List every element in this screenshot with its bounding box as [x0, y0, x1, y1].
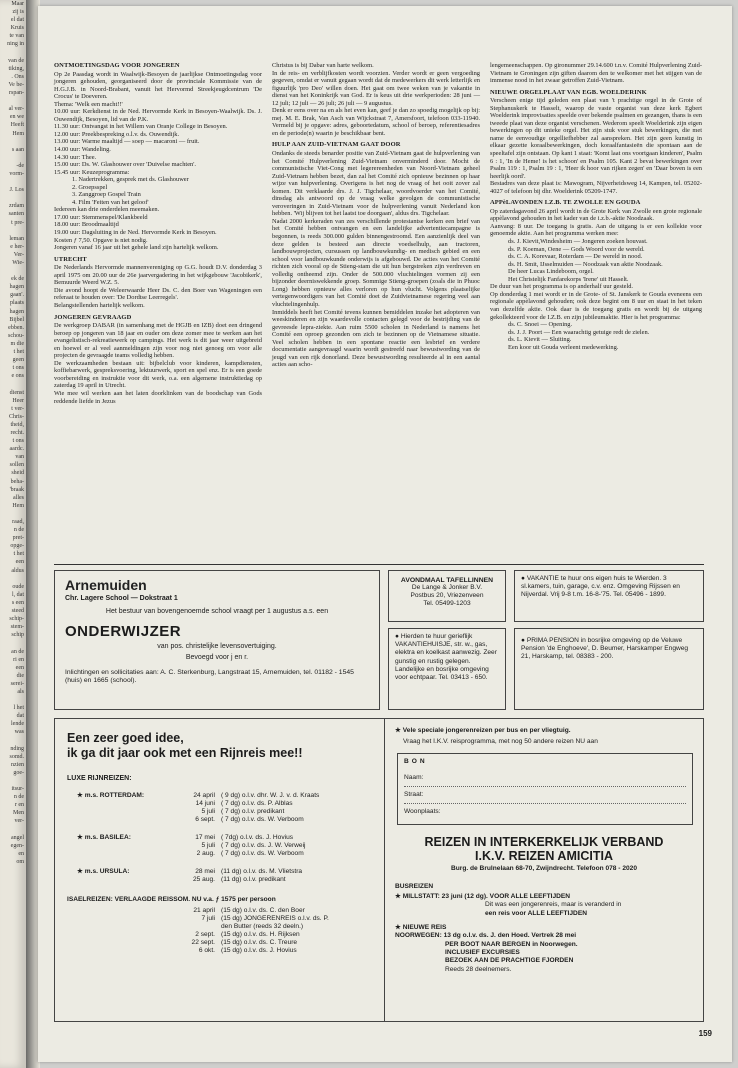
prev-page-fragment: ek de	[11, 276, 24, 283]
prev-page-fragment: l het	[13, 705, 24, 712]
prev-page-fragment	[0, 826, 26, 834]
trip-row	[179, 939, 389, 947]
prev-page-fragment: Heer	[12, 397, 24, 404]
prev-page-fragment: aardc.	[9, 446, 24, 453]
prev-page-fragment: een	[15, 664, 24, 671]
prev-page-fragment: dienst	[9, 389, 24, 396]
ad-line: De Lange & Jonker B.V.	[411, 584, 483, 591]
new-trip: ★ NIEUWE REIS	[395, 924, 447, 932]
coupon-title: BON	[404, 757, 428, 765]
trip-desc: (15 dg) o.l.v. ds. H. Rijksen	[221, 931, 300, 938]
coupon-form	[397, 753, 693, 825]
city-field[interactable]: Woonplaats:	[404, 807, 441, 815]
ad-headline: Een zeer goed idee,	[67, 731, 184, 745]
ad-town: Arnemuiden	[65, 577, 147, 593]
prev-page-fragment: alles	[13, 494, 24, 501]
trip-desc: ( 7 dg) o.l.v. ds. W. Verboom	[221, 816, 304, 823]
list-item: ds. J. J. Poort — Een waarachtig getuige redt de zielen.	[508, 328, 650, 336]
prev-page-fragment: zij is	[12, 9, 24, 16]
prev-page-fragment: el dat	[10, 17, 24, 24]
prev-page-fragment	[0, 267, 26, 275]
paragraph: Die avond hoopt de Weleerwaarde Heer Ds. C. den Boer van Wageningen een referaat te houden over: 'De Dordtse Leerregels'.	[54, 286, 262, 302]
prev-page-fragment	[0, 777, 26, 785]
prev-page-fragment: plaats	[10, 300, 24, 307]
prev-page-fragment: t pre-	[11, 219, 24, 226]
paragraph: Nadat 2000 kerkeraden van zes verschillende protestantse kerken een brief van het Comité hebben ontvangen en een landelijke advertentiecampagne is begonnen, is reeds 300.000 gulden binnengestroomd. Een aanzienlijk deel van deze gelden is besteed aan directe voedselhulp, aan tractoren, landbouwprojecten, cursussen op landbouwkundig- en medisch gebied en een school voor landbouwkunde onderwijs is afgebouwd. De acties van het Comité richten zich vooral op de Stieng-stam die uit hun bergstreken zijn verdreven en volledig ontheemd zijn. Onder de 500.000 vluchtelingen vormen zij een bijzonder deerniswekkende groep. Sommige Stieng-groepen (zoals die in Phuoc Long) hebben opnieuw alles verloren op hun vlucht. Volgens plaatselijke vertegenwoordigers van het Comité doet de Zuidvietnamese regering veel aan vluchtelingenhulp.	[272, 217, 480, 308]
paragraph: lengemeenschappen. Op gironummer 29.14.600 t.n.v. Comité Hulpverlening Zuid-Vietnam te Groningen zijn giften daarom den te welkomer met het stijgen van de immense nood in het zwaar getroffen Zuid-Vietnam.	[490, 62, 702, 85]
trip-date: 2 aug.	[196, 850, 215, 857]
prev-page-fragment: een	[15, 559, 24, 566]
prev-page-fragment: J. Los	[9, 187, 24, 194]
paragraph: Iedereen kan drie onderdelen meemaken.	[54, 206, 160, 214]
paragraph: 19.00 uur: Dagsluiting in de Ned. Hervormde Kerk in Besoyen.	[54, 229, 217, 237]
prev-page-fragment: gaan'.	[10, 292, 24, 299]
article-title: HULP AAN ZUID-VIETNAM GAAT DOOR	[272, 141, 401, 149]
prev-page-fragment: leman	[9, 235, 24, 242]
trip-desc: (15 dg) JONGERENREIS o.l.v. ds. P.	[221, 915, 329, 922]
list-item: ds. P. Koeman, Oene — Gods Woord voor de wereld.	[508, 245, 645, 253]
paragraph: Jongeren vanaf 16 jaar uit het gehele land zijn hartelijk welkom.	[54, 244, 219, 252]
ad-avondmaal-tafellinnen	[388, 570, 506, 622]
prev-page-fragment: geen	[12, 357, 24, 364]
paragraph: Op zaterdagavond 26 april wordt in de Grote Kerk van Zwolle een grote regionale appèlavond gehouden in het kader van de i.z.b.-aktie Noodzaak.	[490, 207, 702, 223]
org-address: Burg. de Brulnelaan 68-70, Zwijndrecht. Telefoon 078 - 2020	[450, 864, 638, 872]
list-item: De heer Lucas Lindeboom, orgel.	[508, 268, 594, 276]
prev-page-fragment: serei-	[10, 680, 24, 687]
job-ad-arnemuiden	[54, 570, 380, 710]
trip-row	[179, 816, 389, 824]
ad-request: Het bestuur van bovengenoemde school vraagt per 1 augustus a.s. een	[105, 608, 329, 615]
trip-desc: ( 7 dg) o.l.v. ds. J. W. Verweij	[221, 842, 306, 849]
trip-row	[179, 842, 389, 850]
noorwegen-detail: PER BOOT NAAR BERGEN in Noorwegen.	[445, 940, 578, 948]
paragraph: In de reis- en verblijfkosten wordt voorzien. Verder wordt er geen vergoeding gegeven, omdat er vanuit gegaan wordt dat de medewerkers dit werk letterlijk en figuurlijk 'pro Deo' willen doen. Het gaat om twee weken van je vakantie in dienst van het Koninkrijk van God. Er is keus uit drie werkperioden: 28 juni — 12 juli; 12 juli — 26 juli; 26 juli — 9 augustus.	[272, 69, 480, 107]
prev-page-fragment: schip	[11, 632, 24, 639]
paragraph: 13.00 uur: Warme maaltijd — soep — macaroni — fruit.	[54, 138, 200, 146]
prev-page-fragment: nding	[10, 745, 24, 752]
paragraph: Inmiddels heeft het Comité tevens kunnen bemiddelen inzake het adopteren van weeskinderen en zijn waardevolle contacten gelegd voor de bestrijding van de gevreesde lepra-ziekte. Aan ruim 5500 scholen in Nederland is namens het Comité een oproep gezonden om zich te bezinnen op de Vietnamese situatie. Veel scholen hebben in een spontane reactie een lesbrief en verdere documentatie aangevraagd waarin wordt gestreefd naar bewustwording van de jeugd van een rijk donorland. Deze bewustwording resulteerde al in een aantal acties aan scho-	[272, 308, 480, 369]
millstatt-note: een reis voor ALLE LEEFTIJDEN	[485, 909, 587, 917]
prev-page-fragment: schip-	[9, 616, 24, 623]
prev-page-fragment: e ons	[11, 373, 24, 380]
list-item: 3. Zanggroep Gospel Train	[72, 191, 141, 199]
trip-date: 7 juli	[201, 915, 215, 922]
trip-date: 2 sept.	[195, 931, 215, 938]
paragraph: 10.00 uur: Kerkdienst in de Ned. Hervormde Kerk in Besoyen-Waalwijk. Ds. J. Ouwendijk, Besoyen, lid van de P.K.	[54, 108, 262, 123]
ad-rijnreis-left	[55, 719, 385, 1021]
paragraph: Op donderdag 1 mei wordt er in de Grote- of St. Janskerk te Gouda eveneens een regionale appèlavond gehouden; ook deze begint om 8 uur en staat in het teken van dezelfde aktie. Ook daar is de toegang gratis en wordt bij de uitgang gekollekteerd voor de I.Z.B. en zijn jubileumaktie. Hier is het programma:	[490, 290, 702, 321]
column-2	[272, 62, 480, 369]
trip-date: 28 mei	[195, 868, 215, 875]
trip-row	[179, 800, 389, 808]
prev-page-fragment: n de	[13, 794, 24, 801]
prev-page-fragment: Hem	[12, 502, 24, 509]
prev-page-fragment: schou-	[8, 332, 24, 339]
prev-page-fragment: s een	[11, 599, 24, 606]
prev-page-fragment: m die	[10, 340, 24, 347]
prev-page-fragment: ning in	[7, 41, 24, 48]
prev-page-fragment: om	[16, 858, 24, 865]
trip-date: 24 april	[193, 792, 215, 799]
trip-desc: ( 7 dg) o.l.v. predikant	[221, 808, 285, 815]
trip-row	[179, 931, 389, 939]
ship-name: ★ m.s. ROTTERDAM:	[77, 792, 145, 799]
prev-page-fragment: beha-	[10, 478, 24, 485]
paragraph: 12.00 uur: Preekbespreking o.l.v. ds. Ouwendijk.	[54, 130, 180, 138]
prev-page-fragment: t het	[13, 349, 24, 356]
millstatt-note: Dit was een jongerenreis, maar is veranderd in	[485, 901, 622, 909]
column-1	[54, 62, 262, 405]
prev-page-fragment: stem-	[10, 624, 24, 631]
prev-page-fragment: 'braak	[9, 486, 24, 493]
magazine-page	[38, 6, 732, 1062]
busreizen-title: BUSREIZEN	[395, 882, 434, 890]
paragraph: Aanvang: 8 uur. De toegang is gratis. Aan de uitgang is er een kollekte voor genoemde aktie. Aan het programma werken mee:	[490, 222, 702, 238]
trip-desc: ( 7 dg) o.l.v. ds. W. Verboom	[221, 850, 304, 857]
trip-desc: (15 dg) o.l.v. ds. J. Hovius	[221, 947, 297, 954]
previous-page-edge	[0, 0, 27, 1068]
trip-row	[179, 947, 389, 955]
trip-date: 6 sept.	[195, 816, 215, 823]
prev-page-fragment: nzien	[11, 761, 24, 768]
trip-basilea	[67, 834, 372, 858]
trip-row	[179, 923, 389, 931]
ad-contact: Inlichtingen en sollicitaties aan: A. C. Sterkenburg, Langstraat 15, Arnemuiden, tel. 01182 - 1545 (huis) en 1665 (school).	[65, 668, 354, 684]
prev-page-fragment: was	[14, 729, 24, 736]
israel-title: ISAELREIZEN: VERLAAGDE REISSOM. NU v.a. ƒ 1575 per persoon	[67, 896, 276, 903]
ad-requirement: van pos. christelijke levensovertuiging.	[157, 642, 277, 650]
prev-page-fragment: als	[17, 688, 24, 695]
noorwegen-trip: NOORWEGEN: 13 dg o.l.v. ds. J. den Hoed. Vertrek 28 mei	[395, 932, 577, 940]
paragraph: Kosten ƒ 7,50. Opgave is niet nodig.	[54, 236, 148, 244]
prev-page-fragment	[0, 97, 26, 105]
prev-page-fragment	[0, 639, 26, 647]
prev-page-fragment: ver-	[14, 818, 24, 825]
paragraph: Christus is bij Dabar van harte welkom.	[272, 62, 374, 69]
paragraph: De werkzaamheden bestaan uit: bijbelclub voor kinderen, kampdiensten, koffiebarwerk, gespreksvoering, lektuurwerk, sport en spel enz. Er is een goede voorbereiding en instruktie voor dit werk, o.a. een algemene instruktiedag op zaterdag 19 april in Utrecht.	[54, 359, 262, 390]
prev-page-fragment: Ver-	[13, 251, 24, 258]
prev-page-fragment	[0, 696, 26, 704]
prev-page-fragment: Ve be-	[8, 81, 24, 88]
program-request: Vraag het I.K.V. reisprogramma, met nog 50 andere reizen NU aan	[403, 738, 598, 746]
paragraph: 15.00 uur: Ds. W. Glashouwer over 'Duivelse machten'.	[54, 161, 196, 169]
org-name: I.K.V. REIZEN AMICITIA	[475, 848, 613, 863]
trip-date: 5 juli	[201, 842, 215, 849]
trip-date: 25 aug.	[193, 876, 215, 883]
ad-prima-pension: ● PRIMA PENSION in bosrijke omgeving op de Veluwe Pension 'de Enghoeve', D. Beumer, Harskamper Engweg 21, Harskamp, tel. 08383 - 200.	[514, 628, 704, 710]
prev-page-fragment: die	[16, 672, 24, 679]
prev-page-fragment: en we	[9, 114, 24, 121]
trip-desc: (11 dg) o.l.v. ds. M. Vlietstra	[221, 868, 303, 875]
prev-page-fragment: Maar	[11, 1, 24, 7]
ad-rijnreis-right	[385, 719, 703, 1021]
list-item: 4. Film 'Feiten van het geloof'	[72, 198, 149, 206]
trip-date: 17 mei	[195, 834, 215, 841]
prev-page-fragment: egen-	[10, 842, 24, 849]
prev-page-fragment: somd.	[9, 753, 24, 760]
list-item: Een koor uit Gouda verleent medewerking.	[508, 343, 619, 351]
trip-desc: ( 9 dg) o.l.v. dhr. W. J. v. d. Kraats	[221, 792, 320, 799]
ad-hierden: ● Hierden te huur gerieflijk VAKANTIEHUISJE, str. w., gas, elektra en koelkast aanwezig. Zeer gunstig en rustig gelegen. Landelijke en bosrijke omgeving voor echtpaar. Tel. 03413 - 650.	[388, 628, 506, 710]
org-name: REIZEN IN INTERKERKELIJK VERBAND	[424, 834, 664, 849]
article-title: ONTMOETINGSDAG VOOR JONGEREN	[54, 62, 180, 69]
prev-page-fragment	[0, 178, 26, 186]
list-item: ds. C. A. Korevaar, Roterdam — De wereld in nood.	[508, 253, 643, 261]
prev-page-fragment: opge-	[10, 543, 24, 550]
section-divider	[54, 564, 704, 565]
prev-page-fragment: hagen	[9, 284, 24, 291]
prev-page-fragment: r en	[14, 802, 24, 809]
article-title: UTRECHT	[54, 255, 87, 263]
prev-page-fragment: theid,	[10, 421, 24, 428]
prev-page-fragment	[0, 194, 26, 202]
prev-page-fragment: van	[15, 454, 24, 461]
ad-position: ONDERWIJZER	[65, 622, 182, 640]
prev-page-fragment: Heeft	[10, 122, 24, 129]
prev-page-fragment: t het	[13, 551, 24, 558]
lux-title: LUXE RIJNREIZEN:	[67, 775, 132, 782]
prev-page-fragment: s aan	[11, 146, 24, 153]
paragraph: 14.30 uur: Thee.	[54, 153, 97, 161]
prev-page-fragment: lende	[11, 721, 24, 728]
prev-page-fragment: sollen	[9, 462, 24, 469]
prev-page-fragment: vorm-	[9, 170, 24, 177]
prev-page-fragment: rspan-	[9, 90, 24, 97]
list-item: ds. C. Snoei — Opening.	[508, 321, 573, 329]
prev-page-fragment: Wie-	[12, 260, 24, 266]
trip-row	[179, 850, 389, 858]
trip-desc: (15 dg) o.l.v. ds. C. Treure	[221, 939, 298, 946]
prev-page-fragment: sheid	[11, 470, 24, 477]
trip-desc: ( 7 dg) o.l.v. ds. P. Alblas	[221, 800, 293, 807]
trip-date: 6 okt.	[198, 947, 215, 954]
list-item: ds. J. Kievit,Windesheim — Jongeren zoeken houvast.	[508, 238, 648, 246]
name-field[interactable]: Naam:	[404, 770, 686, 787]
paragraph: 14.00 uur: Wandeling.	[54, 146, 111, 154]
prev-page-fragment: Kruis	[10, 25, 24, 32]
prev-page-fragment: raad,	[12, 519, 24, 525]
millstatt-trip: ★ MILLSTATT: 23 juni (12 dg). VOOR ALLE LEEFTIJDEN	[395, 893, 571, 901]
noorwegen-detail: BEZOEK AAN DE PRACHTIGE FJORDEN	[445, 957, 574, 965]
paragraph: 18.00 uur: Broodmaaltijd	[54, 221, 119, 229]
trip-date: 5 juli	[201, 808, 215, 815]
trip-rotterdam	[67, 792, 372, 824]
ad-line: Tel. 05499-1203	[423, 600, 471, 608]
trip-date	[179, 923, 221, 931]
paragraph: Bestadres van deze plaat is: Mawogram, Nijverheidsweg 14, Kampen, tel. 05202-4027 of telefoon bij dhr. Woelderink 05209-1747.	[490, 180, 702, 195]
paragraph: 15.45 uur: Keuzeprogramma:	[54, 168, 130, 176]
paragraph: De werkgroep DABAR (in samenhang met de HGJB en IZB) doet een dringend beroep op jongeren van 18 jaar en ouder om deze zomer mee te werken aan het evangelistisch-rekreatiewerk op campings. Het werk is dit jaar weer uitgebreid en hoewel er al veel aanmeldingen zijn voor nog niet genoeg om voor alle projecten de gevraagde teams volledig hebben.	[54, 322, 262, 360]
paragraph: Ondanks de steeds benarder positie van Zuid-Vietnam gaat de hulpverlening van het Comité Hulpverlening Zuid-Vietnam onverminderd door. Mocht de communistische Viet-Cong met legerereenheden van Noord-Vietnam geheel Zuid-Vietnam hebben bezet, dan zal het Comité zich opnieuw bezinnen op haar wijze van hulpverlening. Overigens is het nog de vraag of het ooit zover zal komen. Dit verklaarde drs. J. J. Tigchelaar, woordvoerder van het Comité, dinsdag als antwoord op de vraag welke gevolgen de communistische veroveringen in Zuid-Vietnam voor de hulpverlening vanuit Nederland kon hebben. 'Wij blijven tot het laatst toe doorgaan', aldus drs. Tigchelaar.	[272, 150, 480, 218]
trip-row	[179, 792, 389, 800]
special-trips: ★ Vele speciale jongerenreizen per bus en per vliegtuig.	[395, 727, 571, 734]
prev-page-fragment: goe-	[13, 769, 24, 776]
prev-page-fragment	[0, 737, 26, 745]
paragraph: Verscheen enige tijd geleden een plaat van 't prachtige orgel in de Grote of Stephanuskerk te Hasselt, waarop de vaste organist van deze kerk Egbert Woelderink improvisaties speelde over bekende psalmen en gezangen, thans is een tweede plaat van deze organist verschenen. Wederom speelt Woelderink zijn eigen bewerkingen op dit unieke orgel. Het zijn stuk voor stuk bewerkingen, die met name de eenvoudige orgelliefhebber zal aanspreken. Het zijn geen kunstig in elkaar gezette koraalbewerkingen, doch koraalfantasieën die spontaan aan de speeltafel zijn ontstaan. Op kant 1 staat: 'Komt laat ons voortgaan kinderen', Psalm 6 : 1, 'In de Heme! is het schoon' en Psalm 105. Kant 2 bevat bewerkingen over Psalm 119 : 1, Psalm 19 : 1, 'Heer ik hoor van rijken zegen' en 'Daar boven is een heerlijk oord'.	[490, 97, 702, 180]
ad-headline: ik ga dit jaar ook met een Rijnreis mee!!	[67, 746, 303, 760]
prev-page-fragment: dat	[16, 713, 24, 720]
trip-desc: ( 7dg) o.l.v. ds. J. Hovius	[221, 834, 294, 841]
paragraph: Thema: 'Welk een macht!!'	[54, 100, 123, 108]
trip-desc: den Butter (reeds 32 deeln.)	[221, 923, 304, 930]
prev-page-fragment: te van	[9, 33, 24, 40]
trip-date: 21 april	[193, 907, 215, 914]
prev-page-fragment: e her-	[10, 243, 24, 250]
noorwegen-detail: Reeds 28 deelnemers.	[445, 965, 512, 973]
prev-page-fragment: oude	[12, 583, 24, 590]
article-title: APPèLAVONDEN I.Z.B. TE ZWOLLE EN GOUDA	[490, 199, 641, 207]
prev-page-fragment: al ver-	[8, 106, 24, 113]
list-item: 2. Groepsspel	[72, 183, 108, 191]
prev-page-fragment: Chris-	[9, 413, 24, 420]
street-field[interactable]: Straat:	[404, 787, 686, 804]
prev-page-fragment: hagen	[9, 308, 24, 315]
ad-requirement: Bevoegd voor j en r.	[185, 654, 249, 661]
trip-desc: (11 dg) o.l.v. predikant	[221, 876, 286, 883]
prev-page-fragment	[0, 380, 26, 388]
prev-page-fragment: an de	[11, 648, 24, 655]
prev-page-fragment: t ons	[12, 365, 24, 372]
list-item: Het Christelijk Fanfarekorps 'Irene' uit Hasselt.	[508, 275, 629, 283]
prev-page-fragment: ri en	[13, 656, 24, 663]
trip-row	[179, 808, 389, 816]
list-item: ds. L. Kievit — Sluiting.	[508, 336, 572, 344]
prev-page-fragment: recht.	[10, 429, 24, 436]
ad-school: Chr. Lagere School — Dokstraat 1	[65, 595, 178, 602]
trip-ursula	[67, 868, 372, 884]
article-title: NIEUWE ORGELPLAAT VAN EGB. WOELDERINK	[490, 88, 647, 96]
trip-desc: (15 dg) o.l.v. ds. C. den Boer	[221, 907, 305, 914]
paragraph: Denk er eens over na en als het even kan, geef je dan zo spoedig mogelijk op bij: mej. M. E. Brak, Van Asch van Wijckstraat 7, Amersfoort, telefoon 033-11940. Vermeld bij je opgave: adres, geboortedatum, school of beroep, referentiesadres en de periode(n) waarin je beschikbaar bent.	[272, 107, 480, 137]
prev-page-fragment: en	[18, 850, 24, 857]
trip-row	[179, 907, 389, 915]
ad-line: Postbus 20, Vriezenveen	[410, 592, 484, 600]
prev-page-fragment: n de	[13, 527, 24, 534]
column-3	[490, 62, 702, 351]
trip-row	[179, 915, 389, 923]
prev-page-fragment: . Ons	[11, 73, 24, 80]
prev-page-fragment: steed	[11, 608, 24, 615]
ship-name: ★ m.s. BASILEA:	[77, 834, 131, 841]
prev-page-fragment: santen	[8, 211, 24, 218]
prev-page-fragment	[0, 227, 26, 235]
ship-name: ★ m.s. URSULA:	[77, 868, 130, 875]
noorwegen-detail: INCLUSIEF EXCURSIES	[445, 948, 520, 956]
prev-page-fragment: aldus	[11, 567, 24, 574]
prev-page-fragment: pret-	[12, 535, 24, 542]
prev-page-fragment	[0, 575, 26, 583]
trip-israel	[67, 907, 372, 955]
prev-page-fragment	[0, 138, 26, 146]
prev-page-fragment	[0, 510, 26, 518]
paragraph: 11.30 uur: Ontvangst in het Willem van Oranje College in Besoyen.	[54, 123, 228, 131]
list-item: 1. Nadertrekken, gesprek met ds. Glashouwer	[72, 176, 189, 184]
trip-row	[179, 876, 389, 884]
prev-page-fragment: tiking,	[8, 65, 24, 72]
prev-page-fragment: -de	[16, 162, 24, 169]
prev-page-fragment: l, dat	[12, 591, 24, 598]
list-item: ds. H. Smit, IJsselmuiden — Noodzaak van aktie Noodzaak.	[508, 260, 663, 268]
prev-page-fragment	[0, 49, 26, 57]
paragraph: Belangstellenden hartelijk welkom.	[54, 301, 145, 309]
paragraph: 17.00 uur: Stemmenspel/Klankbeeld	[54, 213, 148, 221]
paragraph: De Nederlands Hervormde mannenvereniging op G.G. houdt D.V. donderdag 3 april 1975 om 20.00 uur de 26e jaarvergadering in het wijkgebouw 'Jacobikerk', Bemuurde Weerd W.Z. 5.	[54, 264, 262, 287]
trip-row	[179, 834, 389, 842]
paragraph: Wie mee wil werken aan het laten doorklinken van de boodschap van Gods reddende liefde in Jezus	[54, 389, 262, 405]
prev-page-fragment: Bijbel	[9, 316, 24, 323]
prev-page-fragment: t ons	[12, 438, 24, 445]
prev-page-fragment	[0, 154, 26, 162]
article-title: JONGEREN GEVRAAGD	[54, 313, 132, 321]
prev-page-fragment: Hem	[12, 130, 24, 137]
ad-rijnreis	[54, 718, 704, 1022]
prev-page-fragment: t ver-	[11, 405, 24, 412]
paragraph: Op 2e Paasdag wordt in Waalwijk-Besoyen de jaarlijkse Ontmoetingsdag voor jongeren gehouden, georganiseerd door de provinciale Kommissie van de H.G.J.B. in Noord-Brabant, vanuit het Hervormd Streekjeugdcentrum 'De Crocus' te Doeveren.	[54, 70, 262, 101]
ad-vakantie: ● VAKANTIE te huur ons eigen huis te Wierden. 3 sl.kamers, tuin, garage, c.v. enz. Omgeving Rijssen en Nijverdal. Vrij 9-8 t.m. 16-8-'75. Tel. 05496 - 1899.	[514, 570, 704, 622]
prev-page-fragment: zrdam	[9, 203, 24, 210]
prev-page-fragment: ebben.	[8, 324, 24, 331]
paragraph: De duur van het programma is op anderhalf uur gesteld.	[490, 283, 634, 291]
prev-page-fragment: itsur-	[11, 786, 24, 793]
prev-page-fragment: angel	[11, 834, 24, 841]
trip-date: 14 juni	[195, 800, 215, 807]
page-number: 159	[698, 1029, 712, 1038]
ad-title: AVONDMAAL TAFELLINNEN	[400, 577, 494, 584]
trip-date: 22 sept.	[191, 939, 215, 946]
trip-row	[179, 868, 389, 876]
prev-page-fragment: van de	[8, 57, 24, 64]
prev-page-fragment: Men	[13, 810, 24, 817]
